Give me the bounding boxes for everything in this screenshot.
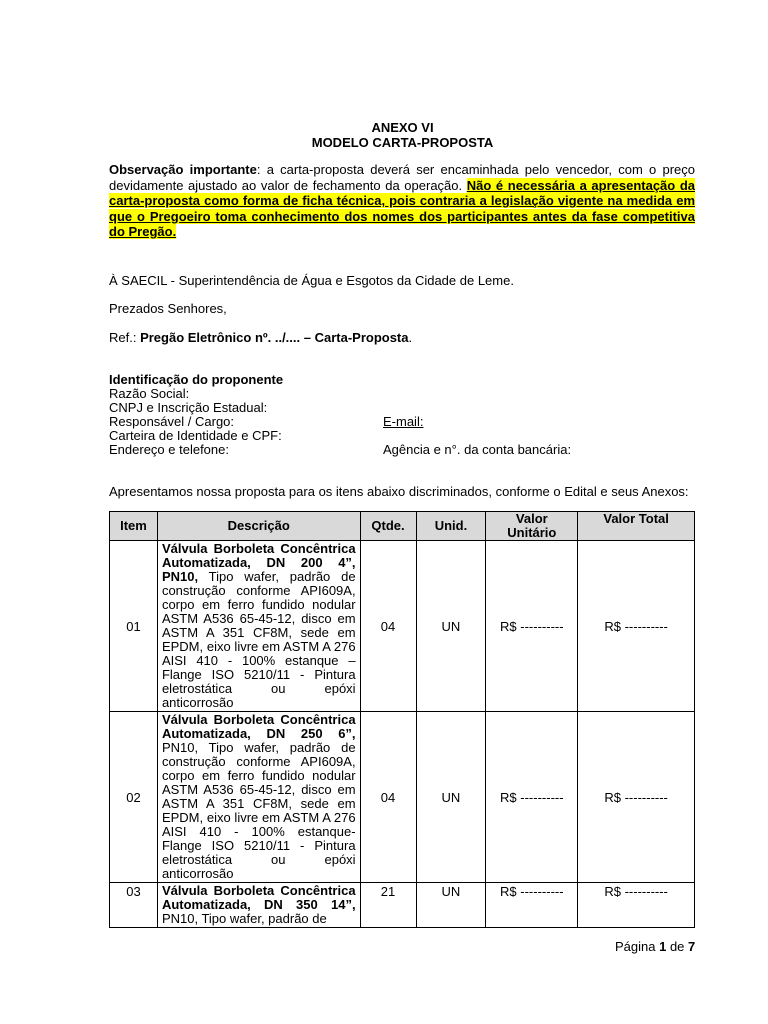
header-qtde: Qtde. [360,512,416,541]
recipient-line: À SAECIL - Superintendência de Água e Esgotos da Cidade de Leme. [109,273,514,288]
cell-item: 03 [110,883,158,928]
items-table [109,511,695,928]
cell-unid: UN [416,712,486,883]
reference-line [109,330,412,345]
intro-line: Apresentamos nossa proposta para os itens abaixo discriminados, conforme o Edital e seus Anexos: [109,484,689,499]
header-descricao: Descrição [157,512,360,541]
header-unid: Unid. [416,512,486,541]
cell-valor-unitario: R$ ---------- [486,541,578,712]
cell-unid: UN [416,883,486,928]
header-item: Item [110,512,158,541]
observation-paragraph [109,162,695,240]
endereco-label: Endereço e telefone: [109,442,229,457]
desc-bold: Válvula Borboleta Concêntrica Automatizada, DN 200 4”, PN10, [161,541,356,584]
cell-item: 01 [110,541,158,712]
model-title: MODELO CARTA-PROPOSTA [311,135,494,150]
cell-valor-total: R$ ---------- [578,883,695,928]
page-prefix: Página [615,939,660,954]
annex-title: ANEXO VI [371,120,434,135]
header-valor-total: Valor Total [578,512,695,541]
desc-bold: Válvula Borboleta Concêntrica Automatizada, DN 250 6”, [161,712,356,741]
cell-descricao [157,883,360,928]
cell-valor-total: R$ ---------- [578,541,695,712]
table-row [110,541,695,712]
greeting-line: Prezados Senhores, [109,301,227,316]
reference-bold: Pregão Eletrônico nº. ../.... – Carta-Proposta [140,330,409,345]
cell-valor-unitario: R$ ---------- [486,712,578,883]
table-row [110,883,695,928]
observation-text: : a carta-proposta deverá ser encaminhada pelo vencedor, com o preço devidamente ajustado ao valor de fechamento da operação. [109,162,695,193]
page-total: 7 [688,939,696,954]
desc-text: Tipo wafer, padrão de construção conforme API609A, corpo em ferro fundido nodular ASTM A536 65-45-12, disco em ASTM A 351 CF8M, sede em EPDM, eixo livre em ASTM A 276 AISI 410 - 100% estanque – Flange ISO 5210/11 - Pintura eletrostática ou epóxi anticorrosão [161,569,356,710]
cell-unid: UN [416,541,486,712]
agencia-label: Agência e n°. da conta bancária: [383,442,572,457]
desc-bold: Válvula Borboleta Concêntrica Automatizada, DN 350 14”, [161,883,356,912]
identification-heading: Identificação do proponente [109,372,284,387]
table-header-row [110,512,695,541]
cell-descricao [157,541,360,712]
email-label: E-mail: [383,414,424,429]
cell-descricao [157,712,360,883]
cell-item: 02 [110,712,158,883]
cell-valor-unitario: R$ ---------- [486,883,578,928]
reference-prefix: Ref.: [109,330,141,345]
page-number [615,939,695,954]
reference-suffix: . [408,330,413,345]
page-middle: de [666,939,689,954]
cell-qtde: 04 [360,712,416,883]
page-current: 1 [659,939,667,954]
responsavel-label: Responsável / Cargo: [109,414,235,429]
observation-highlight: Não é necessária a apresentação da carta-proposta como forma de ficha técnica, pois contraria a legislação vigente na medida em que o Pregoeiro toma conhecimento dos nomes dos participantes antes da fase competitiva do Pregão. [109,177,696,239]
header-valor-unitario: Valor Unitário [486,512,578,541]
observation-label: Observação importante [109,162,257,177]
razao-social-label: Razão Social: [109,386,190,401]
desc-text: PN10, Tipo wafer, padrão de [161,911,327,926]
cell-qtde: 04 [360,541,416,712]
carteira-label: Carteira de Identidade e CPF: [109,428,282,443]
cell-qtde: 21 [360,883,416,928]
cnpj-label: CNPJ e Inscrição Estadual: [109,400,268,415]
cell-valor-total: R$ ---------- [578,712,695,883]
table-row [110,712,695,883]
desc-text: PN10, Tipo wafer, padrão de construção conforme API609A, corpo em ferro fundido nodular ASTM A536 65-45-12, disco em ASTM A 351 CF8M, sede em EPDM, eixo livre em ASTM A 276 AISI 410 - 100% estanque- Flange ISO 5210/11 - Pintura eletrostática ou epóxi anticorrosão [161,740,356,881]
